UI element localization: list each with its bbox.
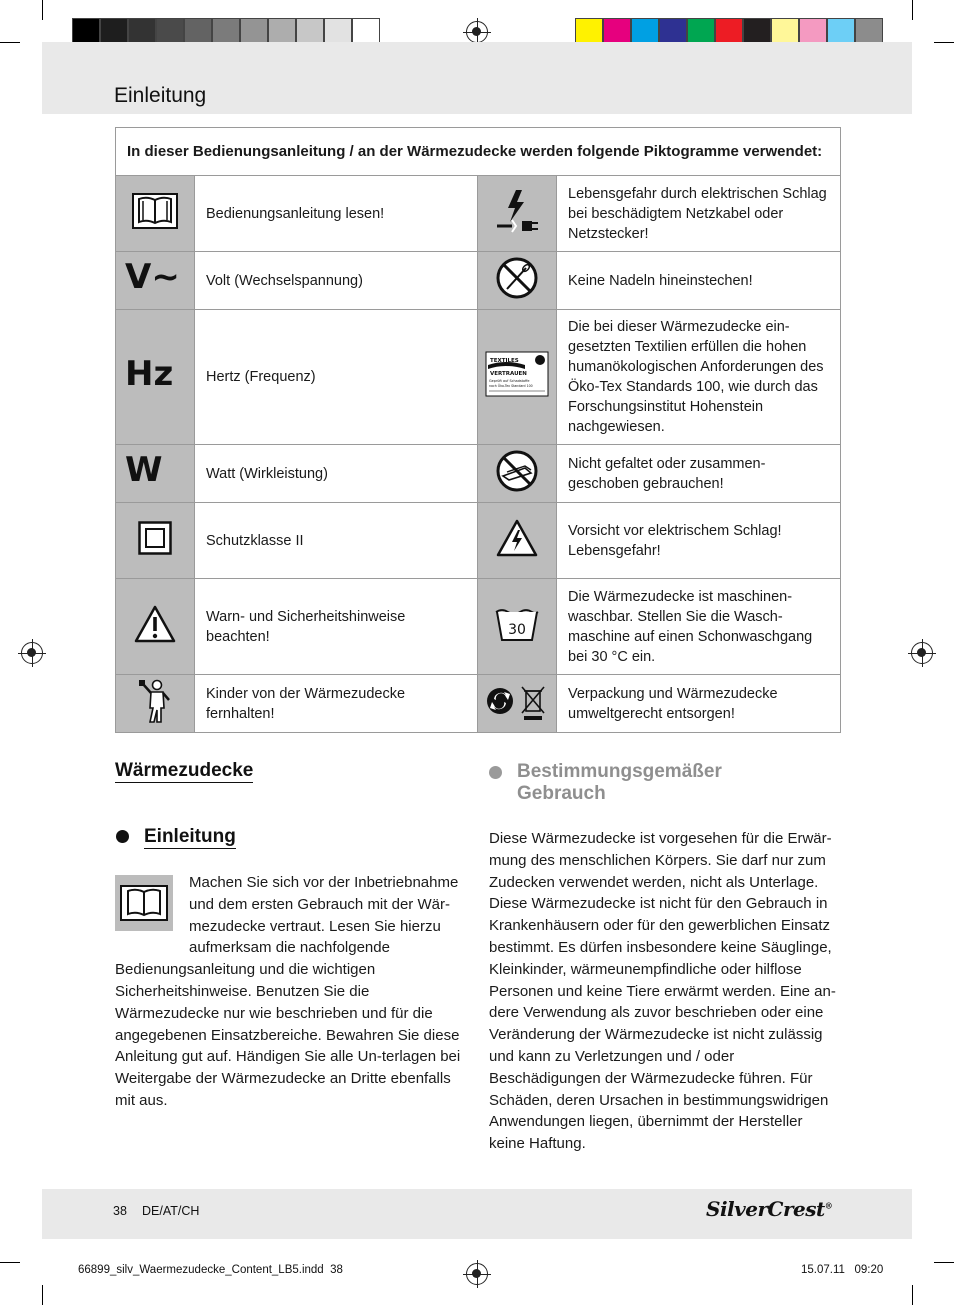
section-heading: Wärmezudecke (115, 760, 254, 781)
bullet-icon (489, 766, 502, 779)
imprint-file: 66899_silv_Waermezudecke_Content_LB5.indd 38 (78, 1264, 343, 1276)
intended-use-text: Diese Wärmezudecke ist vorgesehen für die Erwär-mung des menschlichen Körpers. Sie darf nur zum Zudecken verwendet werden, nicht als Unterlage. Diese Wärmezudecke ist nicht für den Gebrauch in Krankenhäusern oder für den gewerblichen Einsatz bestimmt. Es dürfen insbesondere keine Säuglinge, Kleinkinder, wärmeunempfindliche oder hilflose Personen und keine Tiere erwärmt werden. Eine an-dere Verwendung als zuvor beschrieben oder eine Veränderung der Wärmezudecke ist nicht zulässig und kann zu Verletzungen und / oder Beschädigungen der Wärmezudecke führen. Für Schäden, deren Ursachen in bestimmungswidrigen Anwendungen liegen, übernimmt der Hersteller keine Haftung. (489, 830, 836, 1153)
table-row (116, 252, 841, 310)
table-cell: Warn- und Sicherheitshinweise beachten! (195, 579, 478, 675)
registration-mark-icon (466, 1263, 488, 1285)
svg-text:30: 30 (508, 621, 526, 638)
page-number: 38 (113, 1204, 127, 1218)
table-row (116, 445, 841, 503)
table-header-row (116, 128, 841, 176)
registration-mark-icon (911, 642, 933, 664)
crop-mark (42, 1285, 43, 1305)
hertz-symbol: Hz (116, 310, 195, 445)
pictogram-table (115, 127, 841, 733)
watt-symbol: W (116, 445, 195, 503)
table-cell: Nicht gefaltet oder zusammen-geschoben gebrauchen! (557, 445, 841, 503)
crop-mark (934, 42, 954, 43)
svg-text:Geprüft auf Schadstoffe: Geprüft auf Schadstoffe (489, 379, 530, 383)
table-row (116, 675, 841, 733)
no-folding-icon (478, 445, 557, 503)
bullet-icon (116, 830, 129, 843)
table-header: In dieser Bedienungsanleitung / an der Wärmezudecke werden folgende Piktogramme verwendet: (116, 128, 841, 176)
table-cell: Verpackung und Wärmezudecke umweltgerecht entsorgen! (557, 675, 841, 733)
page-title: Einleitung (114, 84, 207, 107)
crop-mark (42, 0, 43, 20)
keep-away-children-icon (116, 675, 195, 733)
table-cell: Hertz (Frequenz) (195, 310, 478, 445)
electric-shock-warning-icon (478, 503, 557, 579)
crop-mark (0, 1262, 20, 1263)
brand-logo: SilverCrest® (706, 1197, 833, 1221)
crop-mark (934, 1262, 954, 1263)
table-row (116, 503, 841, 579)
oeko-tex-label-icon (478, 310, 557, 445)
crop-mark (0, 42, 20, 43)
table-cell: Lebensgefahr durch elektrischen Schlag bei beschädigtem Netzkabel oder Netzstecker! (557, 176, 841, 252)
damaged-cable-shock-icon (478, 176, 557, 252)
intended-use-heading: Bestimmungsgemäßer Gebrauch (517, 761, 722, 804)
table-cell: Keine Nadeln hineinstechen! (557, 252, 841, 310)
table-row (116, 176, 841, 252)
table-cell: Die Wärmezudecke ist maschinen-waschbar. Stellen Sie die Wasch-maschine auf einen Schonwaschgang bei 30 °C ein. (557, 579, 841, 675)
table-cell: Vorsicht vor elektrischem Schlag! Lebensgefahr! (557, 503, 841, 579)
table-cell: Bedienungsanleitung lesen! (195, 176, 478, 252)
crop-mark (912, 0, 913, 20)
registration-mark-icon (466, 21, 488, 43)
warning-triangle-icon (116, 579, 195, 675)
svg-text:nach Öko-Tex Standard 100: nach Öko-Tex Standard 100 (489, 384, 533, 388)
svg-text:VERTRAUEN: VERTRAUEN (490, 371, 527, 377)
intro-text: Machen Sie sich vor der Inbetriebnahme und dem ersten Gebrauch mit der Wär-mezudecke vertraut. Lesen Sie hierzu aufmerksam die nachfolgende Bedienungsanleitung und die wichtigen Sicherheitshinweise. Benutzen Sie die Wärmezudecke nur wie beschrieben und für die angegebenen Einsatzbereiche. Bewahren Sie diese Anleitung gut auf. Händigen Sie alle Un-terlagen bei Weitergabe der Wärmezudecke an Dritte ebenfalls mit aus. (115, 874, 461, 1109)
table-row (116, 579, 841, 675)
region-label: DE/AT/CH (142, 1204, 200, 1218)
table-row (116, 310, 841, 445)
intro-heading: Einleitung (144, 826, 236, 847)
registration-mark-icon (21, 642, 43, 664)
volt-ac-symbol: V~ (116, 252, 195, 310)
table-cell: Kinder von der Wärmezudecke fernhalten! (195, 675, 478, 733)
svg-text:TEXTILES: TEXTILES (490, 358, 519, 364)
crop-mark (912, 1285, 913, 1305)
table-cell: Watt (Wirkleistung) (195, 445, 478, 503)
protection-class-ii-icon (116, 503, 195, 579)
table-cell: Schutzklasse II (195, 503, 478, 579)
table-cell: Volt (Wechselspannung) (195, 252, 478, 310)
imprint-date: 15.07.11 09:20 (801, 1264, 884, 1276)
no-needles-icon (478, 252, 557, 310)
book-icon (116, 176, 195, 252)
table-cell: Die bei dieser Wärmezudecke ein-gesetzten Textilien erfüllen die hohen humanökologischen Anforderungen des Öko-Tex Standards 100, wie durch das Forschungsinstitut Hohenstein nachgewiesen. (557, 310, 841, 445)
icon-float-spacer (115, 872, 189, 938)
wash-30-icon (478, 579, 557, 675)
recycling-disposal-icon (478, 675, 557, 733)
